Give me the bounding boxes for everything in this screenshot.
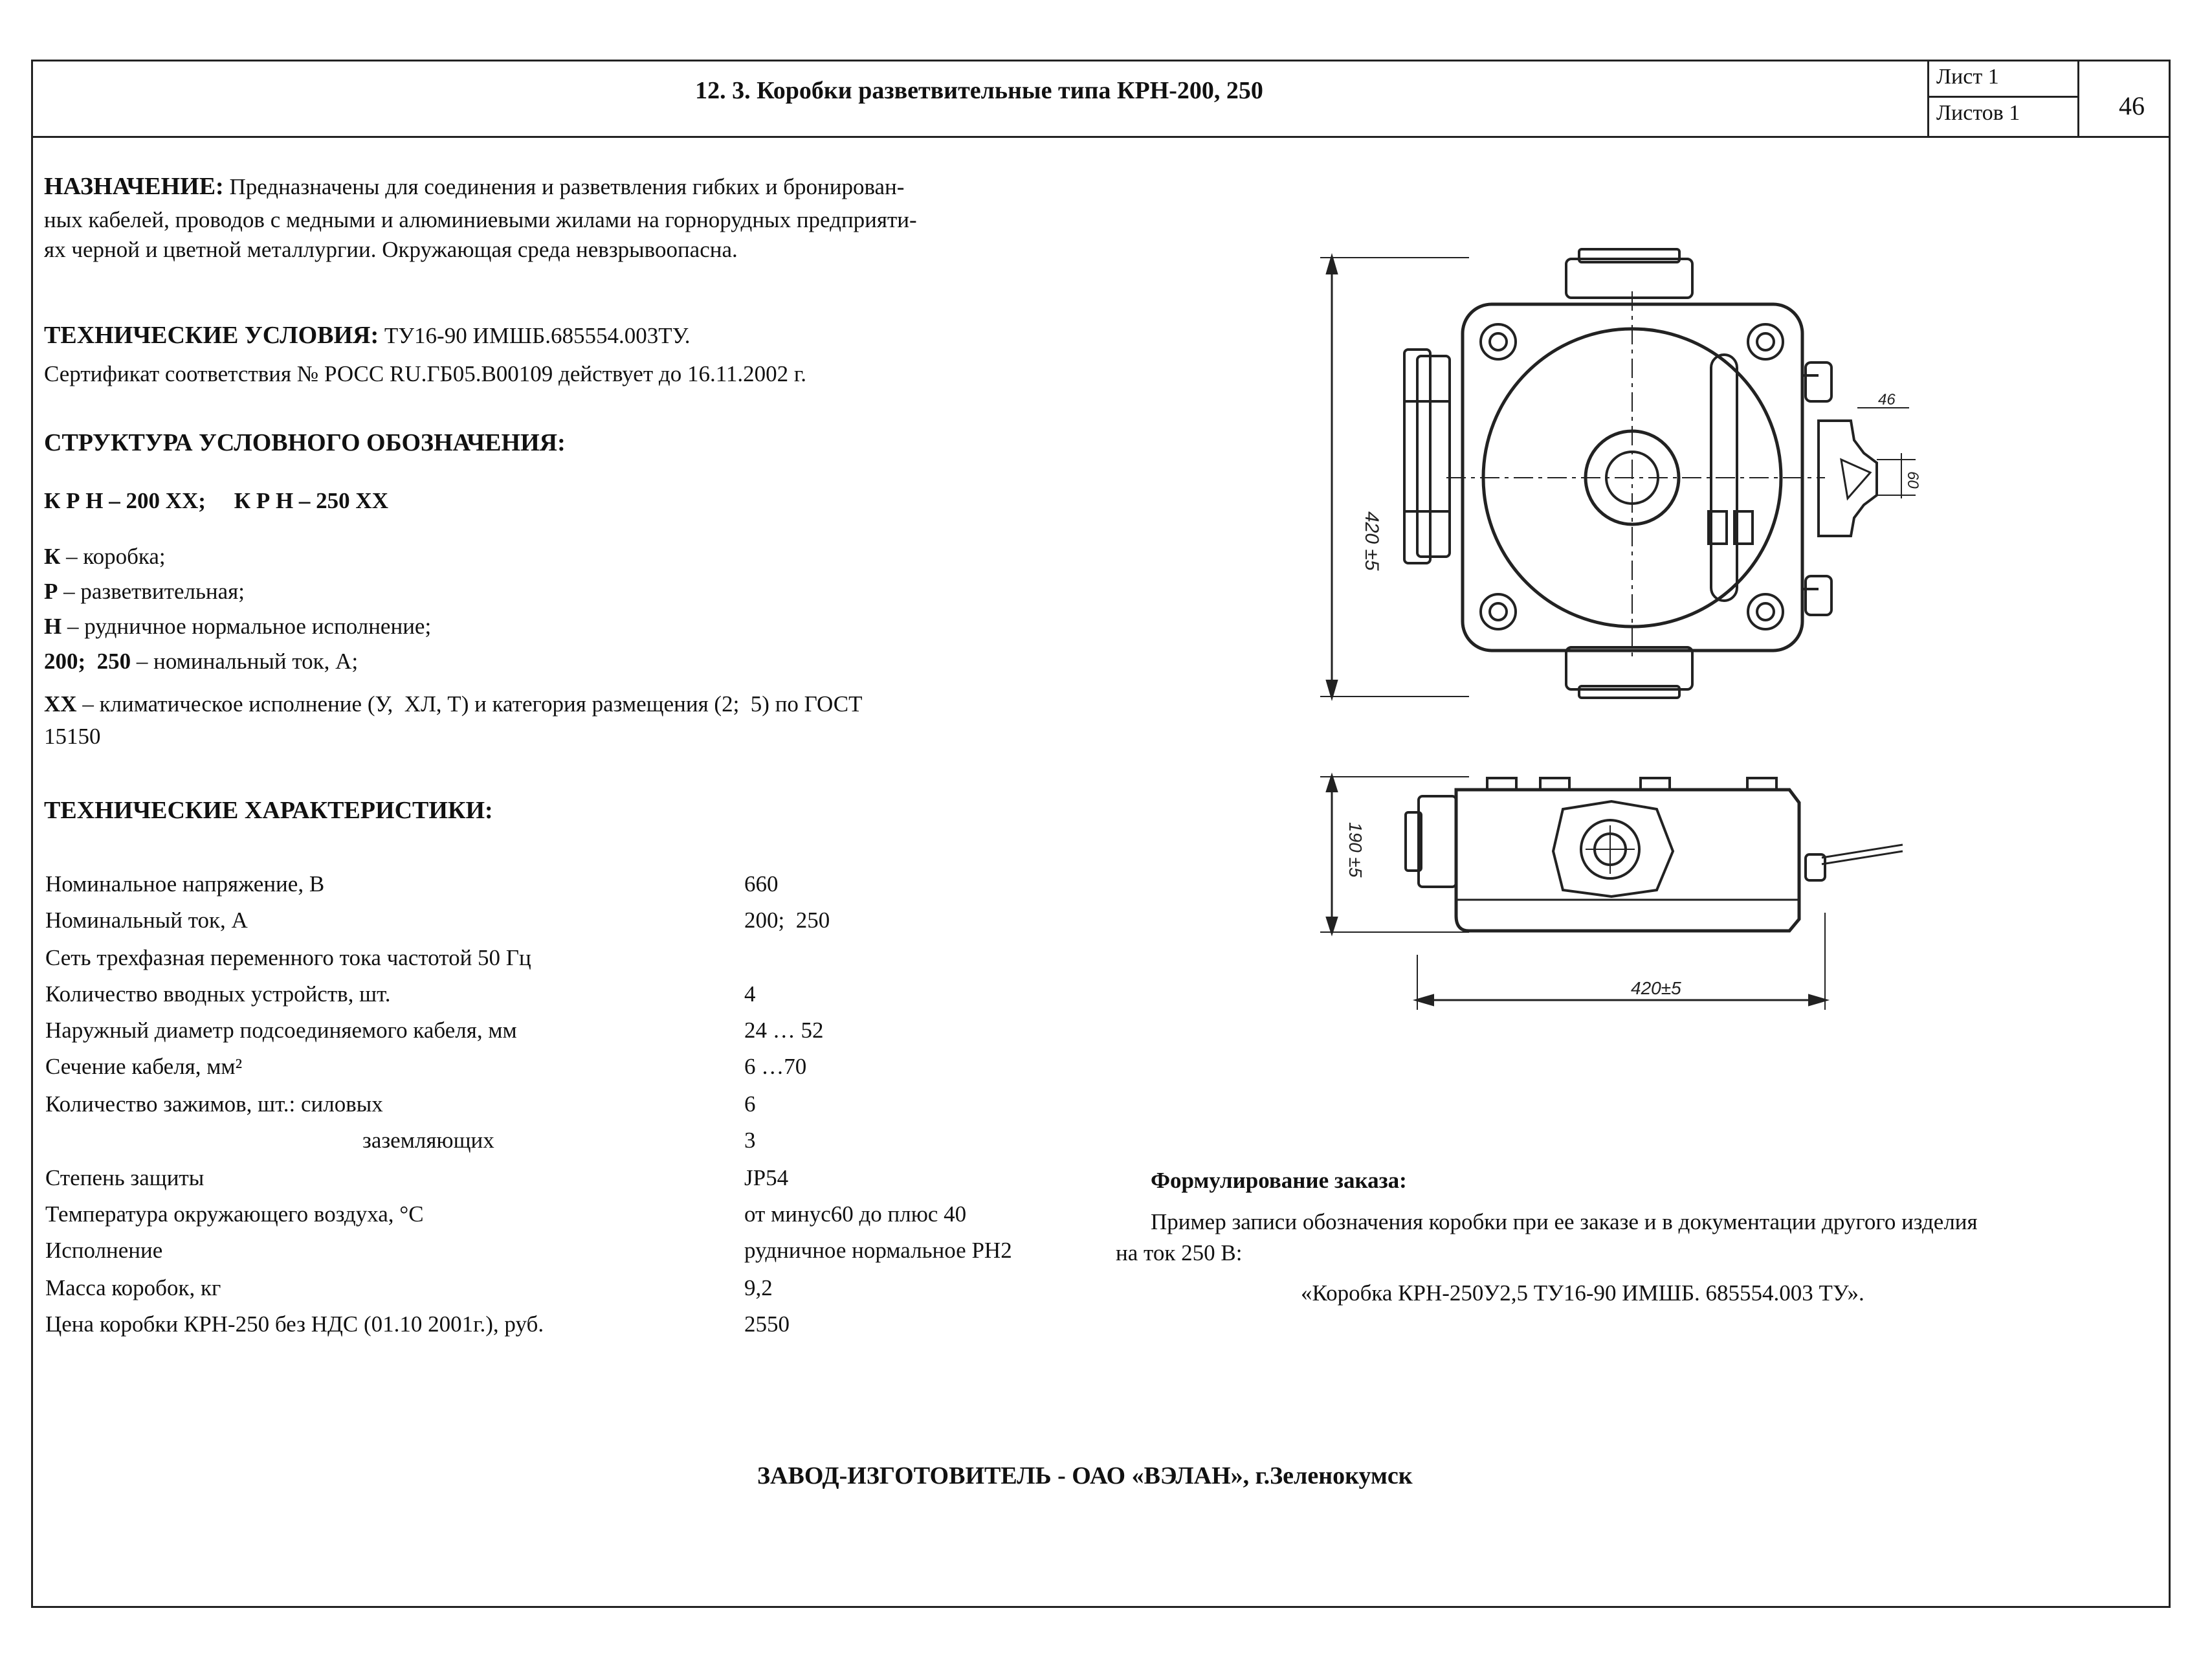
spec-value: рудничное нормальное РН2	[744, 1238, 1012, 1263]
page-number: 46	[2119, 91, 2145, 120]
spec-value: 200; 250	[744, 908, 830, 933]
spec-value: 3	[744, 1128, 756, 1153]
order-example: «Коробка КРН-250У2,5 ТУ16-90 ИМШБ. 685554.003 ТУ».	[1301, 1280, 1864, 1306]
sheets-count-label: Листов 1	[1936, 101, 2020, 125]
header-divider	[31, 136, 2171, 138]
spec-label: Цена коробки КРН-250 без НДС (01.10 2001г.), руб.	[45, 1311, 544, 1337]
tech-conditions: ТЕХНИЧЕСКИЕ УСЛОВИЯ: ТУ16-90 ИМШБ.685554.003ТУ.	[44, 322, 691, 349]
order-line-2: на ток 250 В:	[1116, 1240, 1243, 1265]
dim-height-side: 190 ±5	[1345, 822, 1366, 878]
specs-heading: ТЕХНИЧЕСКИЕ ХАРАКТЕРИСТИКИ:	[44, 797, 493, 824]
purpose-line-2: ных кабелей, проводов с медными и алюминиевыми жилами на горнорудных предприяти-	[44, 207, 917, 232]
spec-label: Количество зажимов, шт.: силовых	[45, 1091, 383, 1117]
dim-small-2: 60	[1904, 471, 1921, 489]
order-line-1: Пример записи обозначения коробки при ее заказе и в документации другого изделия	[1151, 1209, 1978, 1234]
spec-value: 6	[744, 1091, 756, 1117]
purpose-line-3: ях черной и цветной металлургии. Окружающая среда невзрывоопасна.	[44, 237, 738, 262]
spec-value: 2550	[744, 1311, 790, 1337]
dim-height-top: 420 ±5	[1361, 511, 1382, 571]
spec-label: Температура окружающего воздуха, °С	[45, 1201, 424, 1227]
spec-label: Сеть трехфазная переменного тока частотой 50 Гц	[45, 945, 531, 970]
structure-item: ХХ – климатическое исполнение (У, ХЛ, Т) и категория размещения (2; 5) по ГОСТ	[44, 691, 863, 717]
manufacturer: ЗАВОД-ИЗГОТОВИТЕЛЬ - ОАО «ВЭЛАН», г.Зеленокумск	[757, 1462, 1413, 1489]
spec-label: Номинальное напряжение, В	[45, 871, 325, 897]
spec-value: 9,2	[744, 1275, 773, 1300]
structure-heading: СТРУКТУРА УСЛОВНОГО ОБОЗНАЧЕНИЯ:	[44, 429, 566, 456]
structure-codes: К Р Н – 200 ХХ; К Р Н – 250 ХХ	[44, 488, 388, 513]
spec-value: от минус60 до плюс 40	[744, 1201, 967, 1227]
structure-item: Н – рудничное нормальное исполнение;	[44, 614, 432, 639]
structure-item: К – коробка;	[44, 544, 166, 569]
spec-label: Наружный диаметр подсоединяемого кабеля, мм	[45, 1018, 517, 1043]
dim-small-1: 46	[1878, 391, 1896, 408]
spec-label: Степень защиты	[45, 1165, 205, 1190]
spec-label: Номинальный ток, А	[45, 908, 248, 933]
certificate-text: Сертификат соответствия № РОСС RU.ГБ05.В00109 действует до 16.11.2002 г.	[44, 361, 807, 386]
spec-label: Количество вводных устройств, шт.	[45, 981, 391, 1007]
structure-continuation: 15150	[44, 724, 101, 749]
order-heading: Формулирование заказа:	[1151, 1168, 1407, 1193]
dim-width: 420±5	[1631, 978, 1681, 998]
spec-value: 24 … 52	[744, 1018, 824, 1043]
technical-drawing	[1307, 240, 1954, 1029]
purpose-line-1: НАЗНАЧЕНИЕ: Предназначены для соединения и разветвления гибких и бронирован-	[44, 173, 905, 200]
spec-label: заземляющих	[362, 1128, 494, 1153]
page-title: 12. 3. Коробки разветвительные типа КРН-200, 250	[695, 77, 1263, 104]
spec-value: 6 …70	[744, 1054, 807, 1079]
top-view	[1320, 249, 1921, 698]
spec-label: Исполнение	[45, 1238, 163, 1263]
side-view	[1320, 777, 1903, 1010]
structure-item: 200; 250 – номинальный ток, А;	[44, 649, 359, 674]
sheet-label: Лист 1	[1936, 65, 1999, 89]
structure-item: Р – разветвительная;	[44, 579, 245, 604]
spec-value: 660	[744, 871, 779, 897]
spec-value: JP54	[744, 1165, 789, 1190]
spec-label: Сечение кабеля, мм²	[45, 1054, 243, 1079]
spec-label: Масса коробок, кг	[45, 1275, 221, 1300]
spec-value: 4	[744, 981, 756, 1007]
